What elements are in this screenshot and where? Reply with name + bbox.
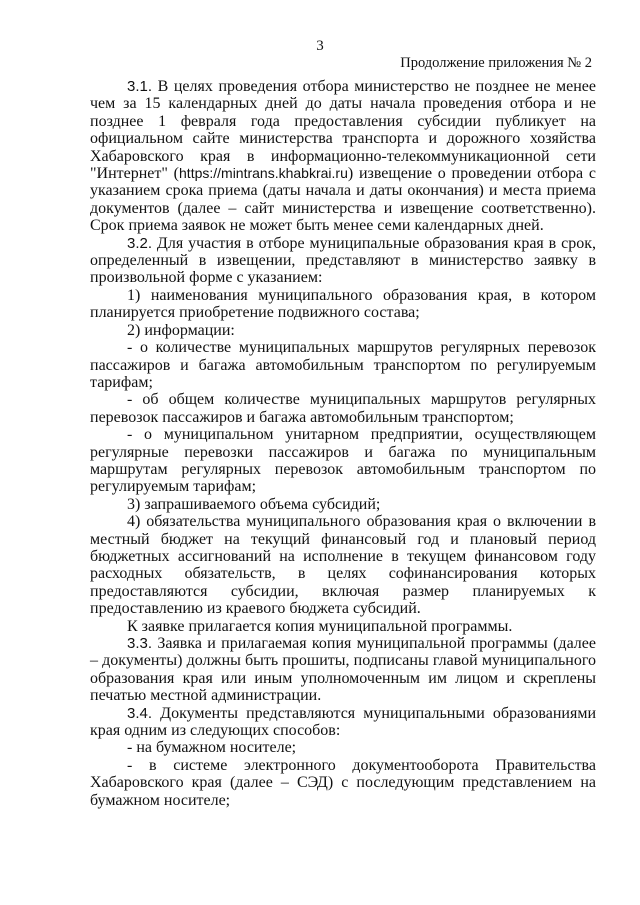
list-item: - об общем количестве муниципальных маршрутов регулярных перевозок пассажиров и багажа автомобильным транспортом; <box>90 391 596 426</box>
list-item: - в системе электронного документооборота Правительства Хабаровского края (далее – СЭД) с последующим представлением на бумажном носителе; <box>90 756 596 809</box>
attachment-note: К заявке прилагается копия муниципальной программы. <box>127 617 513 635</box>
page-number: 3 <box>316 38 324 54</box>
document-body <box>90 78 596 809</box>
appendix-continuation-note: Продолжение приложения № 2 <box>400 55 592 71</box>
clause-number: 3.1. <box>127 78 153 95</box>
list-item: 2) информации: <box>127 321 235 339</box>
list-item: - о количестве муниципальных маршрутов регулярных перевозок пассажиров и багажа автомобильным транспортом по регулируемым тарифам; <box>90 339 596 391</box>
list-item: 1) наименования муниципального образования края, в котором планируется приобретение подвижного состава; <box>90 286 596 322</box>
clause-number: 3.2. <box>127 234 153 252</box>
list-item: - о муниципальном унитарном предприятии, осуществляющем регулярные перевозки пассажиров и багажа по муниципальным маршрутам регулярных перевозок автомобильным транспортом по регулируемым тарифам; <box>90 426 596 496</box>
paragraph-3-1: 3.1. В целях проведения отбора министерство не позднее не менее чем за 15 календарных дней до даты начала проведения отбора и не позднее 1 февраля года предоставления субсидии публикует на официальном сайте министерства транспорта и дорожного хозяйства Хабаровского края в информационно-телекоммуникационной сети "Интернет" (https://mintrans.khabkrai.ru) извещение о проведении отбора с указанием срока приема (даты начала и даты окончания) и места приема документов (далее – сайт министерства и извещение соответственно). Срок приема заявок не может быть менее семи календарных дней. <box>90 78 597 235</box>
paragraph-3-4: 3.4. Документы представляются муниципальными образованиями края одним из следующих способов: <box>90 704 596 740</box>
website-link[interactable]: https://mintrans.khabkrai.ru <box>179 165 348 182</box>
clause-number: 3.4. <box>127 704 153 722</box>
paragraph-3-3: 3.3. Заявка и прилагаемая копия муниципальной программы (далее – документы) должны быть прошиты, подписаны главой муниципального образования края или иным уполномоченным им лицом и скреплены печатью местной администрации. <box>90 635 596 705</box>
list-item: 4) обязательства муниципального образования края о включении в местный бюджет на текущий финансовый год и плановый период бюджетных ассигнований на исполнение в текущем финансовом году расходных обязательств, в целях софинансирования которых предоставляются субсидии, включая размер планируемых к предоставлению из краевого бюджета субсидий. <box>90 513 596 618</box>
paragraph-3-2: 3.2. Для участия в отборе муниципальные образования края в срок, определенный в извещении, представляют в министерство заявку в произвольной форме с указанием: <box>90 234 596 287</box>
list-item: - на бумажном носителе; <box>127 739 297 757</box>
list-item: 3) запрашиваемого объема субсидий; <box>127 495 381 513</box>
clause-number: 3.3. <box>127 635 153 652</box>
